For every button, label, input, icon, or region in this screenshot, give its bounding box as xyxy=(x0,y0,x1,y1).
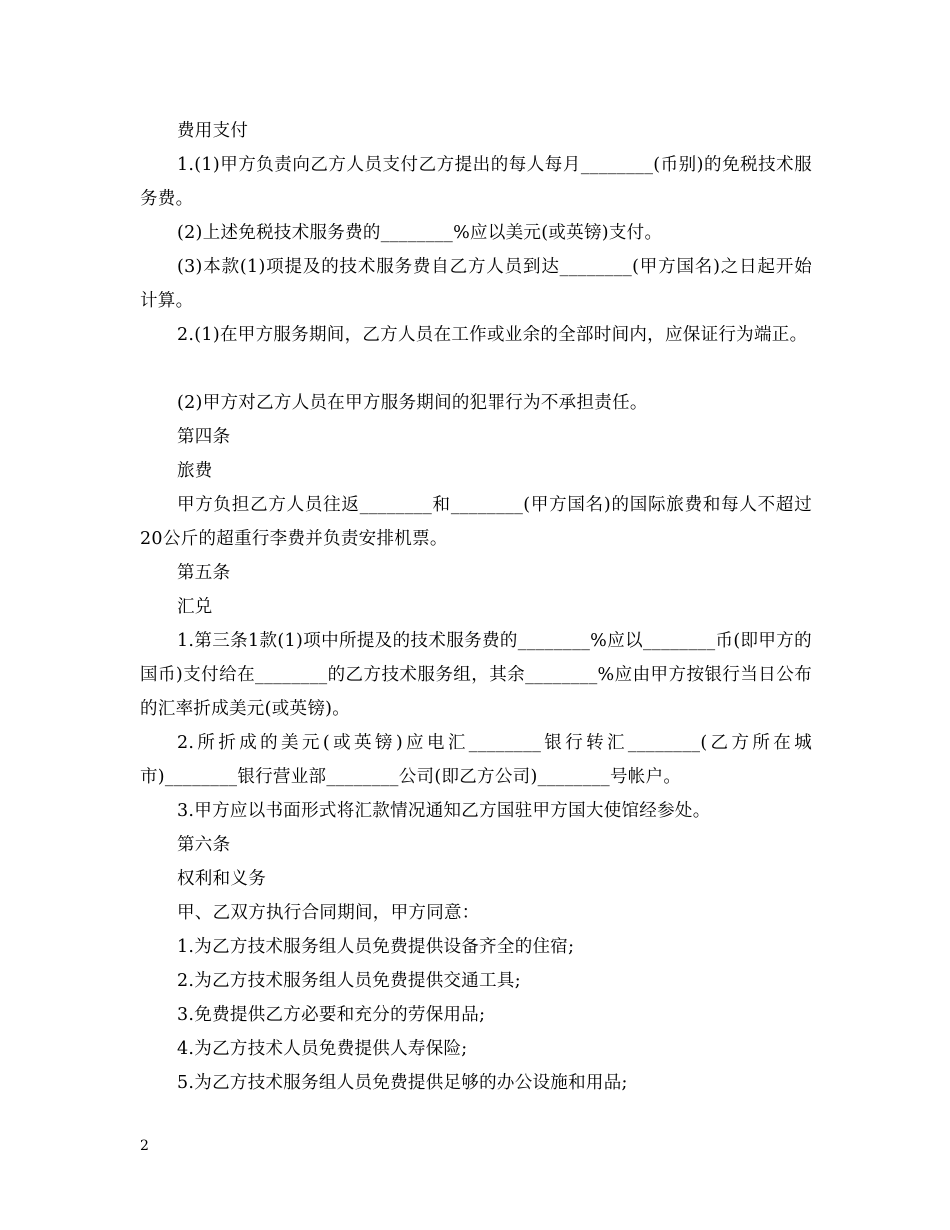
clause-paragraph: 3.甲方应以书面形式将汇款情况通知乙方国驻甲方国大使馆经参处。 xyxy=(177,801,711,821)
section-heading: 旅费 xyxy=(177,461,213,481)
list-item: 3.免费提供乙方必要和充分的劳保用品; xyxy=(177,1005,486,1025)
clause-paragraph: 甲方负担乙方人员往返________和________(甲方国名)的国际旅费和每人不超过20公斤的超重行李费并负责安排机票。 xyxy=(140,495,812,549)
clause-paragraph: 2.(1)在甲方服务期间，乙方人员在工作或业余的全部时间内，应保证行为端正。 xyxy=(177,325,808,345)
section-heading: 费用支付 xyxy=(177,121,249,141)
clause-paragraph: (3)本款(1)项提及的技术服务费自乙方人员到达________(甲方国名)之日起开始计算。 xyxy=(140,257,812,311)
page-number: 2 xyxy=(140,1138,149,1154)
article-heading: 第五条 xyxy=(177,563,231,583)
clause-paragraph: 1.(1)甲方负责向乙方人员支付乙方提出的每人每月________(币别)的免税技术服务费。 xyxy=(140,155,812,209)
article-heading: 第四条 xyxy=(177,427,231,447)
article-heading: 第六条 xyxy=(177,835,231,855)
list-item: 5.为乙方技术服务组人员免费提供足够的办公设施和用品; xyxy=(177,1073,628,1093)
section-heading: 汇兑 xyxy=(177,597,213,617)
list-item: 1.为乙方技术服务组人员免费提供设备齐全的住宿; xyxy=(177,937,575,957)
clause-paragraph: 甲、乙双方执行合同期间，甲方同意： xyxy=(177,903,480,923)
list-item: 4.为乙方技术人员免费提供人寿保险; xyxy=(177,1039,468,1059)
clause-paragraph: 2.所折成的美元(或英镑)应电汇________银行转汇________(乙方所在城市)________银行营业部________公司(即乙方公司)________号帐户。 xyxy=(140,733,812,787)
section-heading: 权利和义务 xyxy=(177,869,266,889)
list-item: 2.为乙方技术服务组人员免费提供交通工具; xyxy=(177,971,521,991)
clause-paragraph: (2)上述免税技术服务费的________%应以美元(或英镑)支付。 xyxy=(177,223,663,243)
clause-paragraph: 1.第三条1款(1)项中所提及的技术服务费的________%应以________币(即甲方的国币)支付给在________的乙方技术服务组，其余________%应由甲方按银行当日公布的汇率折成美元(或英镑)。 xyxy=(140,631,812,719)
clause-paragraph: (2)甲方对乙方人员在甲方服务期间的犯罪行为不承担责任。 xyxy=(177,393,648,413)
